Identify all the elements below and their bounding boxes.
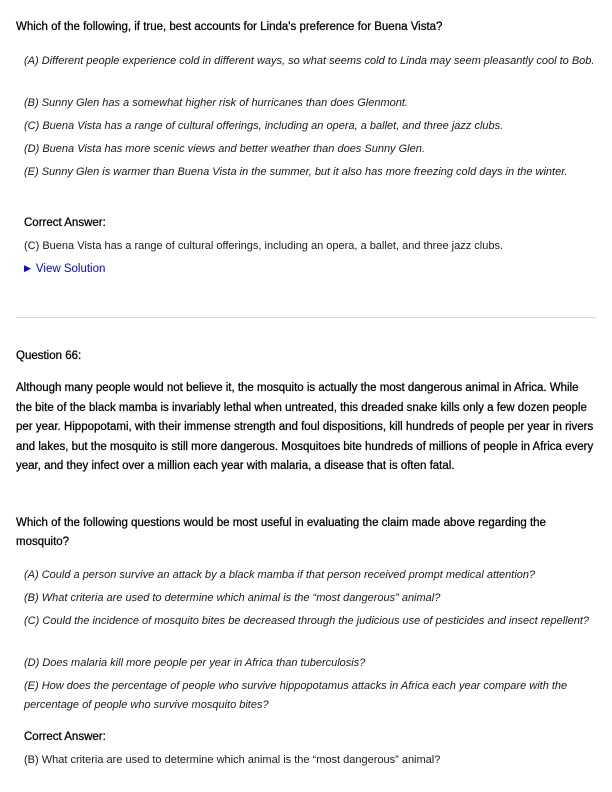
view-solution-link[interactable]	[24, 263, 105, 275]
question-66-stem: Which of the following questions would be most useful in evaluating the claim made above regarding the mosquito?	[16, 517, 546, 548]
q65-correct-answer-label: Correct Answer:	[24, 217, 106, 229]
q66-correct-answer: (B) What criteria are used to determine which animal is the “most dangerous” animal?	[24, 754, 441, 766]
section-divider	[16, 317, 596, 318]
q66-option-e: (E) How does the percentage of people who survive hippopotamus attacks in Africa each year compare with the percentage of people who survive mosquito bites?	[24, 680, 568, 711]
q66-option-d: (D) Does malaria kill more people per year in Africa than tuberculosis?	[24, 657, 366, 669]
q65-option-a: (A) Different people experience cold in different ways, so what seems cold to Linda may seem pleasantly cool to Bob.	[24, 55, 595, 67]
question-66-number: Question 66:	[16, 350, 82, 362]
q66-option-c: (C) Could the incidence of mosquito bites be decreased through the judicious use of pesticides and insect repellent?	[24, 615, 590, 627]
question-65-stem: Which of the following, if true, best accounts for Linda's preference for Buena Vista?	[16, 21, 443, 33]
q66-option-a: (A) Could a person survive an attack by a black mamba if that person received prompt medical attention?	[24, 569, 536, 581]
play-triangle-icon: ▶	[24, 263, 31, 273]
q65-correct-answer: (C) Buena Vista has a range of cultural offerings, including an opera, a ballet, and three jazz clubs.	[24, 240, 503, 252]
q65-option-e: (E) Sunny Glen is warmer than Buena Vista in the summer, but it also has more freezing cold days in the winter.	[24, 166, 568, 178]
q66-option-b: (B) What criteria are used to determine which animal is the “most dangerous” animal?	[24, 592, 441, 604]
q65-option-b: (B) Sunny Glen has a somewhat higher risk of hurricanes than does Glenmont.	[24, 97, 408, 109]
q66-correct-answer-label: Correct Answer:	[24, 731, 106, 743]
q65-option-c: (C) Buena Vista has a range of cultural offerings, including an opera, a ballet, and three jazz clubs.	[24, 120, 504, 132]
view-solution-label: View Solution	[35, 263, 106, 275]
q65-option-d: (D) Buena Vista has more scenic views and better weather than does Sunny Glen.	[24, 143, 425, 155]
question-66-passage: Although many people would not believe it, the mosquito is actually the most dangerous animal in Africa. While the bite of the black mamba is invariably lethal when untreated, this dreaded snake kills only a few dozen people per year. Hippopotami, with their immense strength and foul dispositions, kill hundreds of people per year in rivers and lakes, but the mosquito is still more dangerous. Mosquitoes bite hundreds of millions of people in Africa every year, and they infect over a million each year with malaria, a disease that is often fatal.	[16, 382, 594, 472]
